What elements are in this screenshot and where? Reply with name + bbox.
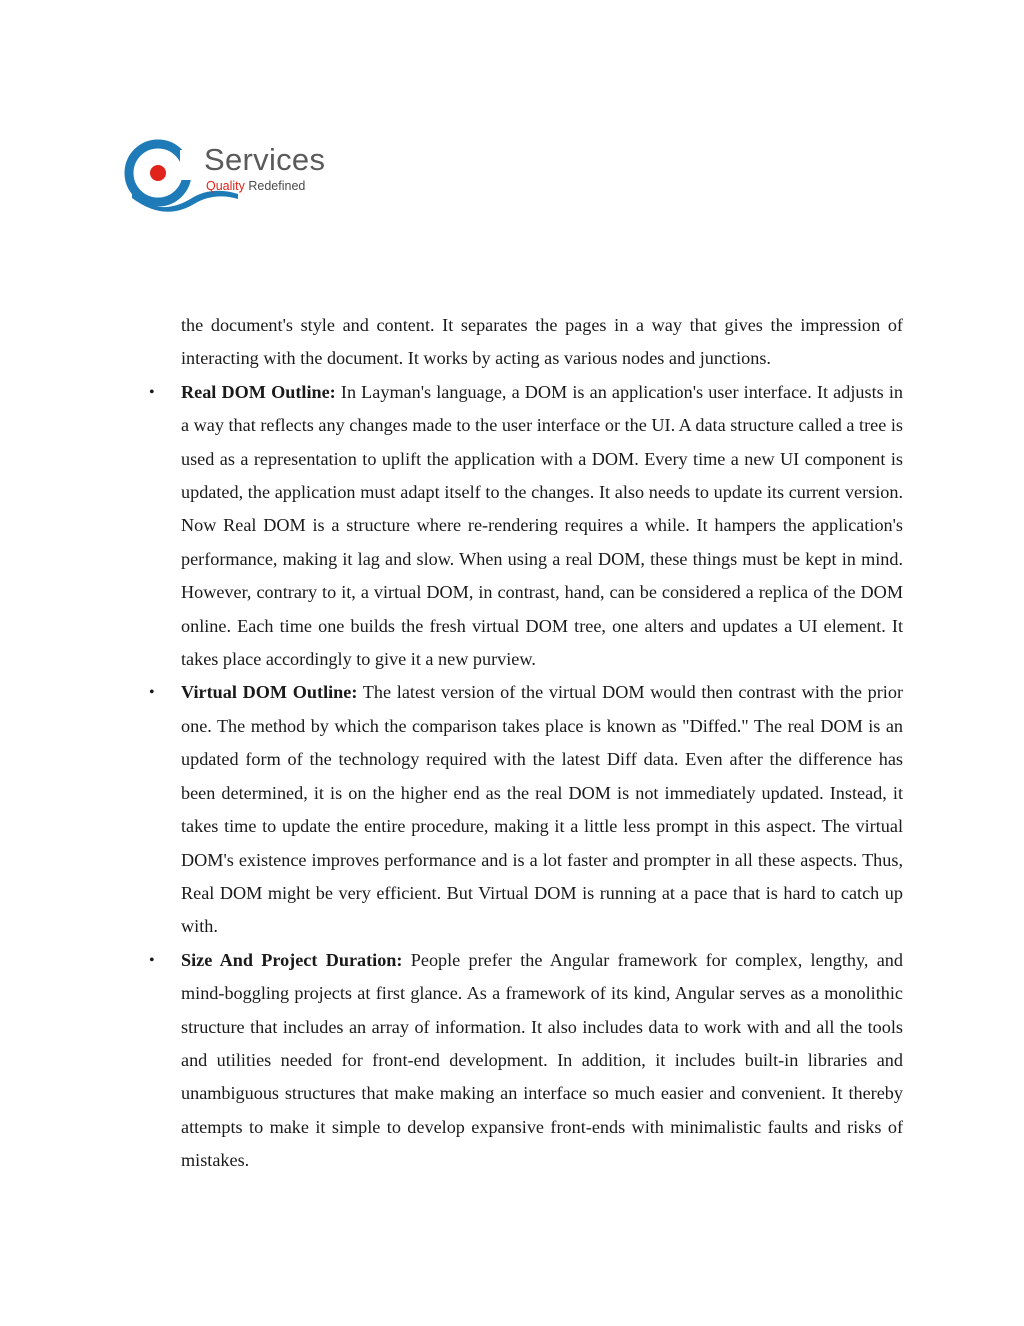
bullet-list <box>149 376 903 1178</box>
company-logo <box>120 136 340 216</box>
item-text: The latest version of the virtual DOM would then contrast with the prior one. The method by which the comparison takes place is known as "Diffed." The real DOM is an updated form of the technology required with the latest Diff data. Even after the difference has been determined, it is on the higher end as the real DOM is not immediately updated. Instead, it takes time to update the entire procedure, making it a little less prompt in this aspect. The virtual DOM's existence improves performance and is a lot faster and prompter in all these aspects. Thus, Real DOM might be very efficient. But Virtual DOM is running at a pace that is hard to catch up with. <box>181 682 903 937</box>
list-item <box>149 944 903 1178</box>
item-heading: Size And Project Duration: <box>181 949 403 970</box>
logo-tagline-redefined: Redefined <box>244 179 306 193</box>
continuation-paragraph: the document's style and content. It separates the pages in a way that gives the impression of interacting with the document. It works by acting as various nodes and junctions. <box>181 315 903 369</box>
bullet-icon: • <box>149 383 155 401</box>
item-text: In Layman's language, a DOM is an application's user interface. It adjusts in a way that reflects any changes made to the user interface or the UI. A data structure called a tree is used as a representation to uplift the application with a DOM. Every time a new UI component is updated, the application must adapt itself to the changes. It also needs to update its current version. Now Real DOM is a structure where re-rendering requires a while. It hampers the application's performance, making it lag and slow. When using a real DOM, these things must be kept in mind. However, contrary to it, a virtual DOM, in contrast, hand, can be considered a replica of the DOM online. Each time one builds the fresh virtual DOM tree, one alters and updates a UI element. It takes place accordingly to give it a new purview. <box>181 381 903 670</box>
logo-tagline-quality: Quality <box>206 179 245 193</box>
item-heading: Virtual DOM Outline: <box>181 682 358 703</box>
item-heading: Real DOM Outline: <box>181 381 336 402</box>
logo-title: Services <box>204 142 326 177</box>
list-item <box>149 376 903 677</box>
list-item <box>149 676 903 943</box>
logo-tagline <box>206 180 305 193</box>
bullet-icon: • <box>149 951 155 969</box>
bullet-icon: • <box>149 684 155 702</box>
item-text: People prefer the Angular framework for complex, lengthy, and mind-boggling projects at first glance. As a framework of its kind, Angular serves as a monolithic structure that includes an array of information. It also includes data to work with and all the tools and utilities needed for front-end development. In addition, it includes built-in libraries and unambiguous structures that make making an interface so much easier and convenient. It thereby attempts to make it simple to develop expansive front-ends with minimalistic faults and risks of mistakes. <box>181 949 903 1171</box>
document-body <box>149 309 903 1178</box>
